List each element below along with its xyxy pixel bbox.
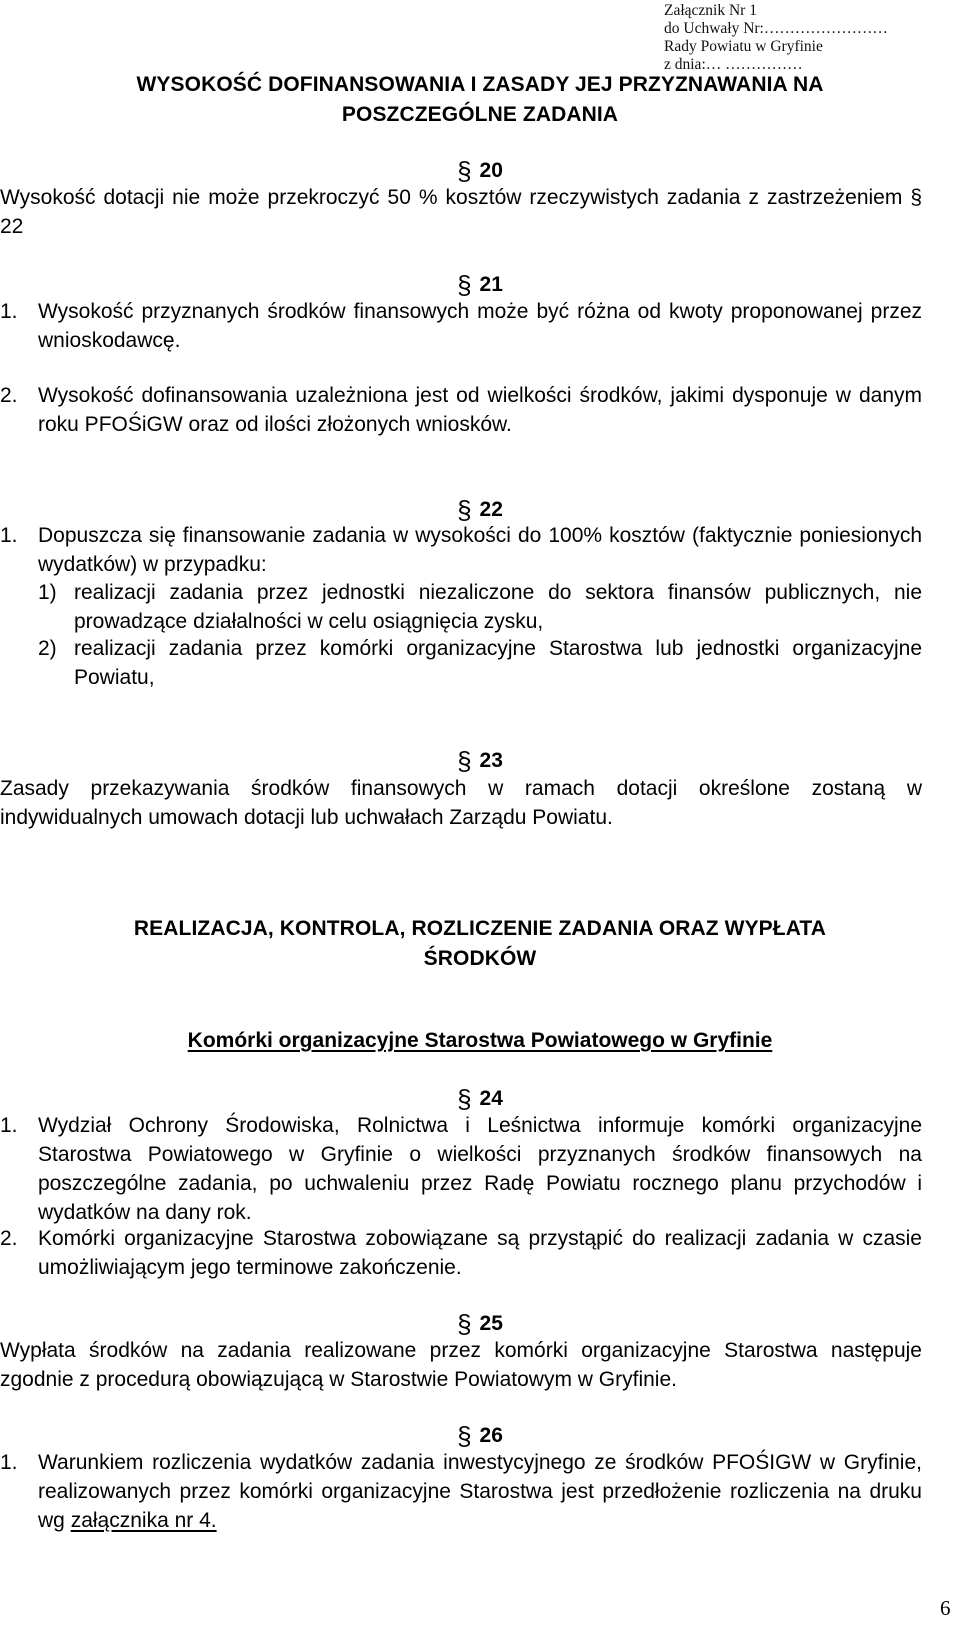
- list-item: Dopuszcza się finansowanie zadania w wysokości do 100% kosztów (faktycznie poniesionych wydatków) w przypadku:: [38, 524, 922, 576]
- paragraph-20: Wysokość dotacji nie może przekroczyć 50 % kosztów rzeczywistych zadania z zastrzeżeniem § 22: [0, 186, 922, 238]
- list-item: Komórki organizacyjne Starostwa zobowiązane są przystąpić do realizacji zadania w czasie umożliwiającym jego terminowe zakończenie.: [38, 1227, 922, 1279]
- section-number-24: [0, 1082, 960, 1113]
- list-marker: 2.: [0, 384, 18, 407]
- sublist-item: realizacji zadania przez komórki organizacyjne Starostwa lub jednostki organizacyjne Powiatu,: [74, 637, 922, 689]
- list-item: [38, 1448, 922, 1535]
- sublist-marker: 2): [38, 637, 57, 660]
- annex-line: Rady Powiatu w Gryfinie: [664, 38, 823, 55]
- list-marker: 1.: [0, 300, 18, 323]
- list-item: Wysokość przyznanych środków finansowych może być różna od kwoty proponowanej przez wnioskodawcę.: [38, 300, 922, 352]
- subheading: Komórki organizacyjne Starostwa Powiatowego w Gryfinie: [187, 1029, 773, 1052]
- list-marker: 2.: [0, 1227, 18, 1250]
- section-number: 23: [479, 749, 503, 772]
- annex-line: z dnia:… ……………: [664, 56, 803, 73]
- annex-header: [664, 2, 888, 74]
- section-sign: §: [457, 156, 472, 186]
- list-item: Wysokość dofinansowania uzależniona jest od wielkości środków, jakimi dysponuje w danym roku PFOŚiGW oraz od ilości złożonych wniosków.: [38, 384, 922, 436]
- sublist-item: realizacji zadania przez jednostki niezaliczone do sektora finansów publicznych, nie prowadzące działalności w celu osiągnięcia zysku,: [74, 581, 922, 633]
- section-number-21: [0, 268, 960, 299]
- section-number: 20: [479, 159, 503, 182]
- section-sign: §: [457, 1084, 472, 1114]
- heading-line: REALIZACJA, KONTROLA, ROZLICZENIE ZADANIA ORAZ WYPŁATA: [133, 917, 827, 940]
- list-marker: 1.: [0, 1451, 18, 1474]
- heading-line: POSZCZEGÓLNE ZADANIA: [341, 103, 619, 126]
- list-item: Wydział Ochrony Środowiska, Rolnictwa i Leśnictwa informuje komórki organizacyjne Starostwa Powiatowego w Gryfinie o wielkości przyznanych środków finansowych na poszczególne zadania, po uchwaleniu przez Radę Powiatu rocznego planu przychodów i wydatków na dany rok.: [38, 1114, 922, 1224]
- list-marker: 1.: [0, 1114, 18, 1137]
- heading-line: WYSOKOŚĆ DOFINANSOWANIA I ZASADY JEJ PRZYZNAWANIA NA: [136, 73, 824, 96]
- section-sign: §: [457, 270, 472, 300]
- list-item-text: Warunkiem rozliczenia wydatków zadania inwestycyjnego ze środków PFOŚIGW w Gryfinie, realizowanych przez komórki organizacyjne Starostwa jest przedłożenie rozliczenia na druku wg: [38, 1451, 922, 1532]
- section-number-20: [0, 154, 960, 185]
- section-number: 25: [479, 1312, 503, 1335]
- section-sign: §: [457, 1421, 472, 1451]
- section-number-22: [0, 493, 960, 524]
- section-sign: §: [457, 746, 472, 776]
- paragraph-23: Zasady przekazywania środków finansowych w ramach dotacji określone zostaną w indywidualnych umowach dotacji lub uchwałach Zarządu Powiatu.: [0, 777, 922, 829]
- section-sign: §: [457, 495, 472, 525]
- section-sign: §: [457, 1309, 472, 1339]
- section-number-26: [0, 1419, 960, 1450]
- section-heading-1: [0, 70, 960, 130]
- section-heading-2: [0, 914, 960, 974]
- sublist-marker: 1): [38, 581, 57, 604]
- annex-line: do Uchwały Nr:……………………: [664, 20, 888, 37]
- heading-line: ŚRODKÓW: [423, 947, 537, 970]
- annex-reference-link: załącznika nr 4.: [70, 1509, 217, 1532]
- section-number-23: [0, 744, 960, 775]
- section-number: 24: [479, 1087, 503, 1110]
- section-number: 26: [479, 1424, 503, 1447]
- list-marker: 1.: [0, 524, 18, 547]
- annex-line: Załącznik Nr 1: [664, 2, 757, 19]
- page-number: 6: [940, 1596, 951, 1620]
- paragraph-25: Wypłata środków na zadania realizowane przez komórki organizacyjne Starostwa następuje zgodnie z procedurą obowiązującą w Starostwie Powiatowym w Gryfinie.: [0, 1339, 922, 1391]
- section-number: 22: [479, 498, 503, 521]
- section-number-25: [0, 1307, 960, 1338]
- section-number: 21: [479, 273, 503, 296]
